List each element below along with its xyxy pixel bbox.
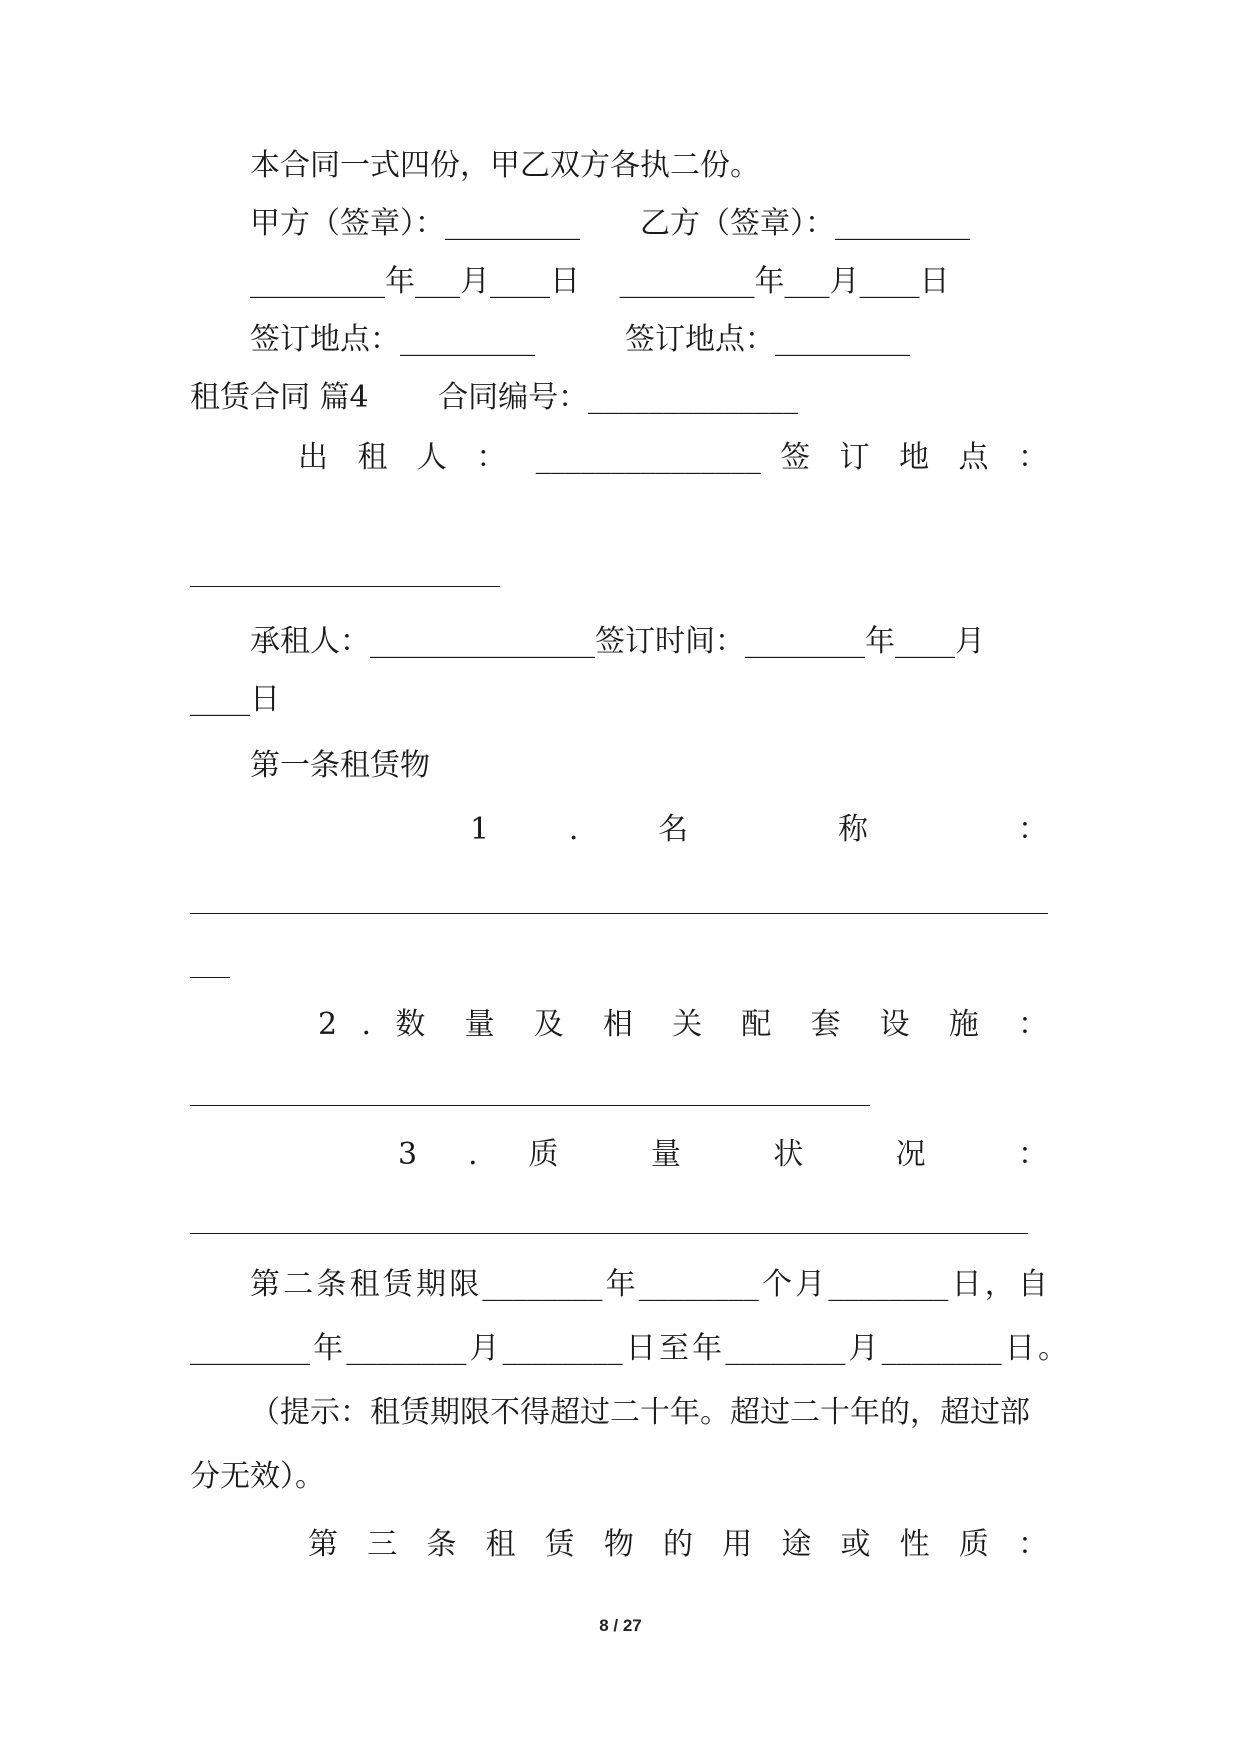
signing-place-line: 签订地点：_________ 签订地点：_________ [250,322,910,357]
note-line: （提示：租赁期限不得超过二十年。超过二十年的，超过部 [250,1395,1030,1430]
fill-in-blank [190,1233,1028,1234]
item-quality-label: 3 . 质 量 状 况 ： [398,1137,1048,1172]
lessor-line: 出 租 人 ： _______________ 签 订 地 点 ： [298,440,1048,475]
signature-line: 甲方（签章）：_________ 乙方（签章）：_________ [250,206,970,241]
date-line: _________年___月____日 _________年___月____日 [250,264,950,299]
section-heading: 租赁合同 篇4 合同编号：______________ [190,380,799,415]
article-3-line: 第 三 条 租 赁 物 的 用 途 或 性 质 ： [308,1527,1048,1562]
note-line-continued: 分无效）。 [190,1459,325,1494]
fill-in-blank [190,586,500,587]
item-name-label: 1 . 名 称 ： [470,812,1048,847]
item-quantity-label: 2 . 数 量 及 相 关 配 套 设 施 ： [318,1007,1048,1042]
article-2-line: 第二条租赁期限________年________个月________日，自 [250,1267,1048,1302]
fill-in-blank [190,913,1048,914]
fill-in-blank [190,1105,870,1106]
lessee-line: 承租人：_______________签订时间：________年____月 [250,624,985,659]
paragraph-copies: 本合同一式四份，甲乙双方各执二份。 [250,148,760,183]
fill-in-blank [190,977,230,978]
article-1-heading: 第一条租赁物 [250,748,430,783]
article-2-line-continued: ________年________月________日至年________月________日。 [190,1331,1068,1366]
lessee-line-continued: ____日 [190,682,280,717]
page-number: 8 / 27 [599,1616,642,1635]
